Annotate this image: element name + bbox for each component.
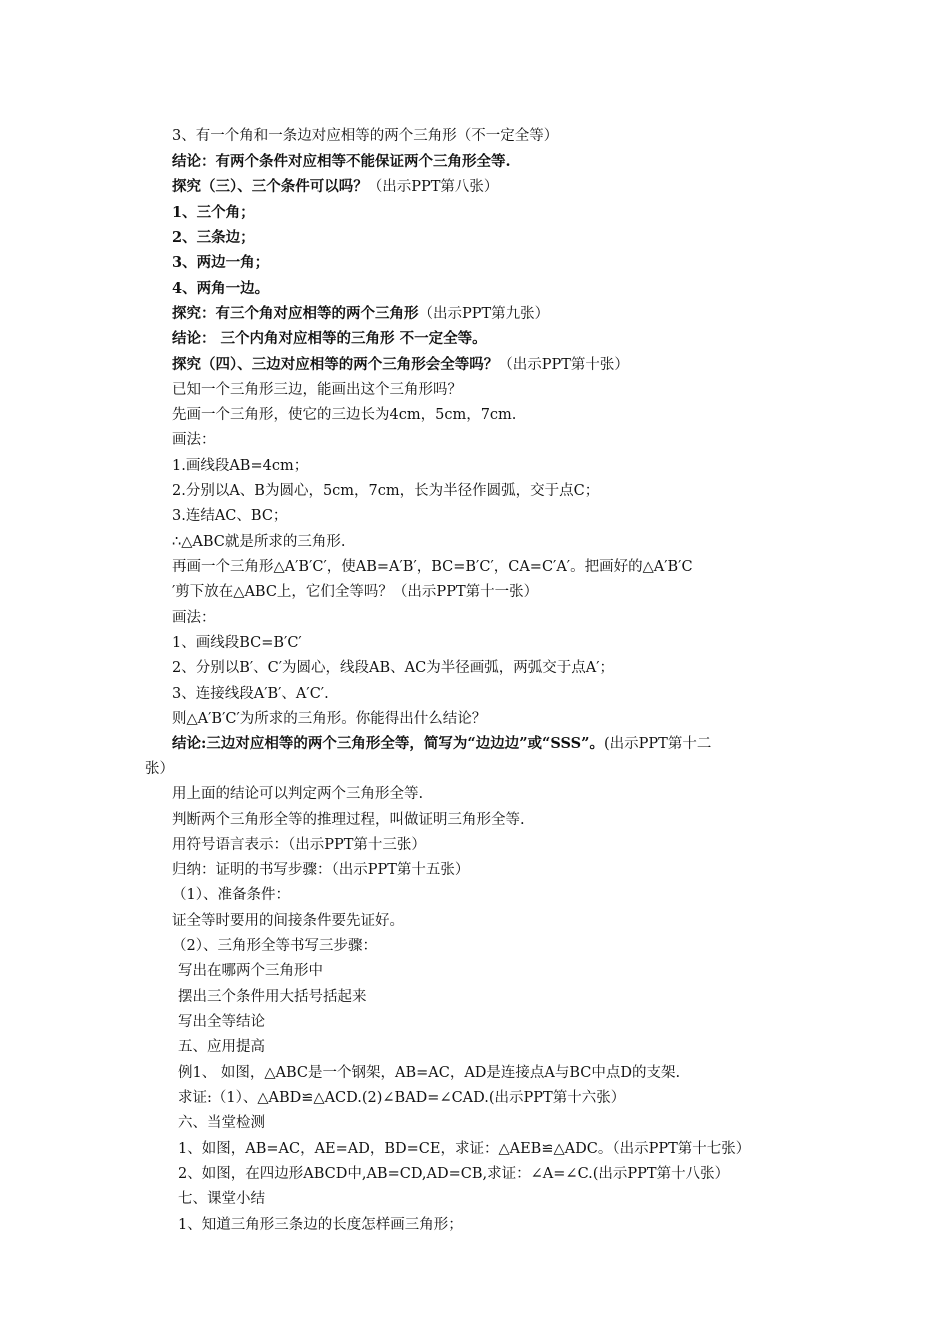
text-line: 判断两个三角形全等的推理过程，叫做证明三角形全等. bbox=[172, 812, 525, 828]
step-line: 3.连结AC、BC； bbox=[172, 508, 288, 524]
list-item: 4、两角一边。 bbox=[172, 280, 270, 297]
step-line: 写出全等结论 bbox=[178, 1014, 265, 1030]
exercise-line: 1、如图，AB=AC，AE=AD，BD=CE，求证：△AEB≌△ADC。（出示PPT第十七张） bbox=[178, 1141, 751, 1157]
therefore-line: ∴△ABC就是所求的三角形. bbox=[172, 534, 346, 550]
heading-bold: 探究（三）、三个条件可以吗？ bbox=[172, 178, 368, 195]
step-line: 摆出三个条件用大括号括起来 bbox=[178, 989, 367, 1005]
text-line: 归纳：证明的书写步骤：（出示PPT第十五张） bbox=[172, 862, 470, 878]
text-line: 再画一个三角形△A′B′C′，使AB=A′B′，BC=B′C′，CA=C′A′。把画好的△A′B′C bbox=[172, 559, 693, 575]
conclusion-line: 结论： 三个内角对应相等的三角形 不一定全等。 bbox=[172, 330, 487, 347]
text-line: 已知一个三角形三边，能画出这个三角形吗？ bbox=[172, 382, 462, 398]
heading-bold: 探究（四）、三边对应相等的两个三角形会全等吗？ bbox=[172, 356, 499, 373]
explore-line bbox=[172, 304, 549, 324]
step-line: 2.分别以A、B为圆心，5cm，7cm，长为半径作圆弧，交于点C； bbox=[172, 483, 600, 499]
text-line: 张） bbox=[145, 761, 174, 777]
heading-note: （出示PPT第八张） bbox=[367, 179, 499, 195]
section-heading bbox=[172, 355, 629, 375]
text-line: 用上面的结论可以判定两个三角形全等. bbox=[172, 786, 424, 802]
step-line: 1、画线段BC=B′C′ bbox=[172, 635, 302, 651]
text-line: （1）、准备条件： bbox=[172, 887, 290, 903]
list-item: 2、三条边； bbox=[172, 229, 255, 246]
list-item: 1、三个角； bbox=[172, 204, 255, 221]
section-heading: 七、课堂小结 bbox=[178, 1191, 265, 1207]
conclusion-note: (出示PPT第十二 bbox=[604, 736, 712, 752]
text-line: 则△A′B′C′为所求的三角形。你能得出什么结论？ bbox=[172, 711, 487, 727]
conclusion-line bbox=[172, 734, 711, 754]
section-heading: 六、当堂检测 bbox=[178, 1115, 265, 1131]
heading-note: （出示PPT第十张） bbox=[498, 357, 629, 373]
explore-note: （出示PPT第九张） bbox=[418, 306, 550, 322]
exercise-line: 2、如图，在四边形ABCD中,AB=CD,AD=CB,求证：∠A=∠C.(出示PPT第十八张） bbox=[178, 1166, 730, 1182]
text-line: （2）、三角形全等书写三步骤： bbox=[172, 938, 377, 954]
step-line: 2、分别以B′、C′为圆心，线段AB、AC为半径画弧，两弧交于点A′； bbox=[172, 660, 615, 676]
conclusion-line: 结论：有两个条件对应相等不能保证两个三角形全等. bbox=[172, 153, 511, 170]
text-line: ′剪下放在△ABC上，它们全等吗？（出示PPT第十一张） bbox=[172, 584, 539, 600]
text-line: 证全等时要用的间接条件要先证好。 bbox=[172, 913, 404, 929]
text-line: 1、知道三角形三条边的长度怎样画三角形； bbox=[178, 1217, 463, 1233]
section-heading: 五、应用提高 bbox=[178, 1039, 265, 1055]
text-line: 先画一个三角形，使它的三边长为4cm，5cm，7cm. bbox=[172, 407, 517, 423]
section-heading bbox=[172, 177, 498, 197]
text-line: 用符号语言表示：（出示PPT第十三张） bbox=[172, 837, 426, 853]
list-item: 3、两边一角； bbox=[172, 254, 270, 271]
text-line: 3、有一个角和一条边对应相等的两个三角形（不一定全等） bbox=[172, 128, 559, 144]
conclusion-bold: 结论:三边对应相等的两个三角形全等，简写为“边边边”或“SSS”。 bbox=[172, 735, 604, 752]
text-line: 求证:（1）、△ABD≌△ACD.(2)∠BAD=∠CAD.(出示PPT第十六张） bbox=[178, 1090, 626, 1106]
example-line: 例1、 如图，△ABC是一个钢架，AB=AC，AD是连接点A与BC中点D的支架. bbox=[178, 1065, 681, 1081]
step-line: 3、连接线段A′B′、A′C′. bbox=[172, 686, 329, 702]
step-line: 1.画线段AB=4cm； bbox=[172, 458, 309, 474]
text-line: 画法： bbox=[172, 610, 216, 626]
step-line: 写出在哪两个三角形中 bbox=[178, 963, 323, 979]
explore-bold: 探究：有三个角对应相等的两个三角形 bbox=[172, 305, 419, 322]
text-line: 画法： bbox=[172, 432, 216, 448]
